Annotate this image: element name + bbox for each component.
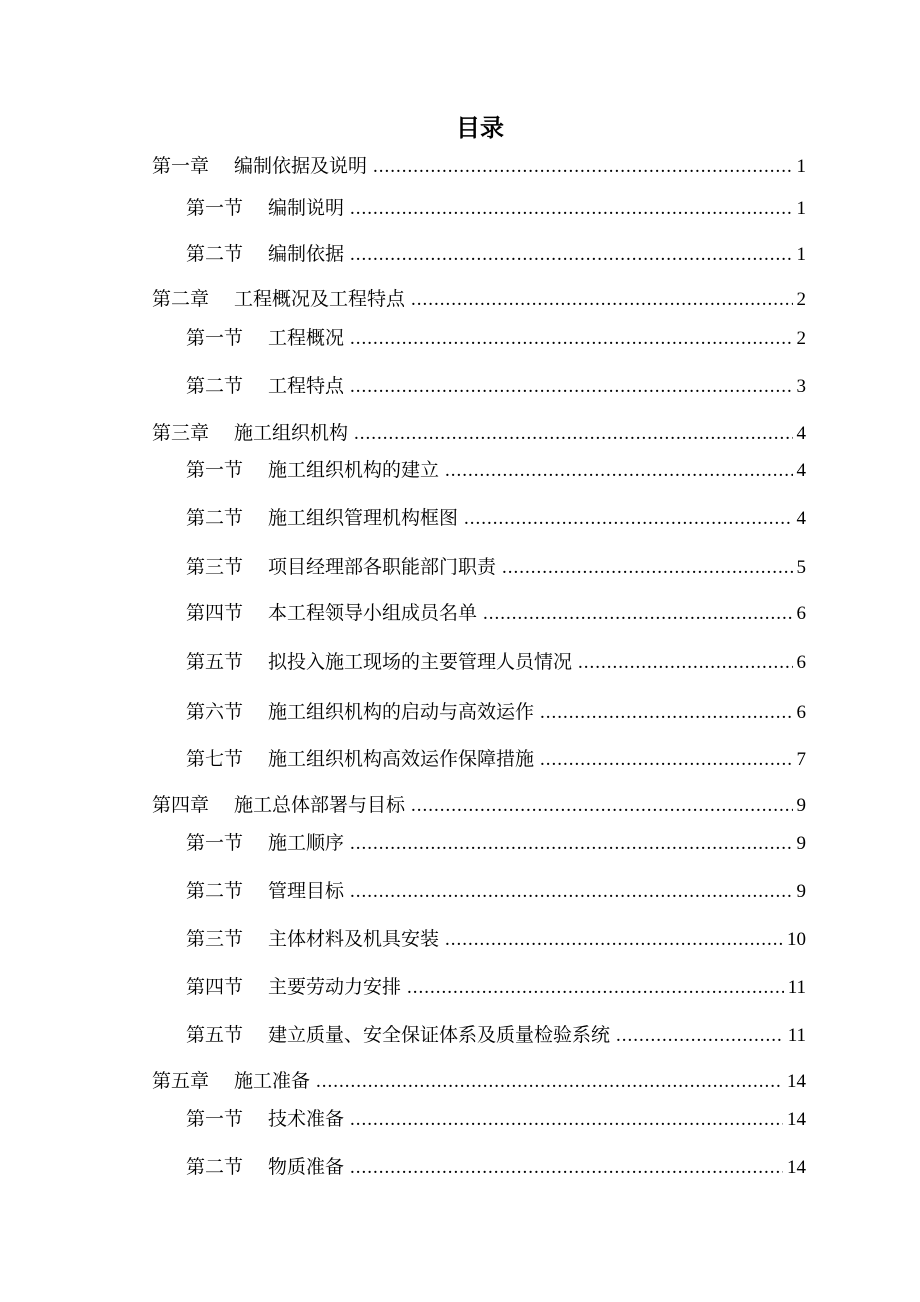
toc-section-entry[interactable]	[186, 457, 806, 484]
toc-dot-leader	[316, 1069, 783, 1095]
toc-chapter-entry[interactable]	[152, 286, 806, 313]
toc-entry-label: 第五节	[186, 651, 244, 673]
toc-entry-text: 施工组织机构的建立	[268, 459, 440, 481]
toc-entry-label: 第五章	[152, 1070, 210, 1092]
toc-dot-leader	[354, 421, 792, 447]
toc-entry-label: 第一章	[152, 155, 210, 177]
toc-section-entry[interactable]	[186, 974, 806, 1001]
toc-entry-label: 第二节	[186, 375, 244, 397]
toc-page-number: 2	[796, 328, 806, 349]
toc-page-number: 2	[796, 289, 806, 310]
toc-entry-label: 第六节	[186, 701, 244, 723]
toc-entry-label: 第五节	[186, 1024, 244, 1046]
toc-entry-label: 第四节	[186, 976, 244, 998]
toc-title: 目录	[456, 114, 504, 142]
toc-section-entry[interactable]	[186, 600, 806, 627]
toc-entry-text: 施工组织机构的启动与高效运作	[268, 701, 535, 723]
toc-entry-text: 施工准备	[234, 1070, 311, 1092]
toc-entry-label: 第二节	[186, 1156, 244, 1178]
toc-dot-leader	[483, 601, 792, 627]
toc-section-entry[interactable]	[186, 373, 806, 400]
toc-entry-label: 第一节	[186, 459, 244, 481]
toc-entry-text: 施工组织管理机构框图	[268, 507, 459, 529]
toc-entry-text: 技术准备	[268, 1108, 345, 1130]
toc-entry-text: 施工组织机构高效运作保障措施	[268, 748, 535, 770]
toc-entry-text: 施工总体部署与目标	[234, 794, 406, 816]
toc-dot-leader	[445, 927, 783, 953]
toc-dot-leader	[350, 242, 792, 268]
toc-dot-leader	[373, 154, 792, 180]
toc-entry-text: 管理目标	[268, 880, 345, 902]
toc-entry-label: 第一节	[186, 1108, 244, 1130]
toc-section-entry[interactable]	[186, 878, 806, 905]
toc-entry-label: 第四章	[152, 794, 210, 816]
toc-section-entry[interactable]	[186, 195, 806, 222]
toc-dot-leader	[540, 747, 792, 773]
toc-entry-label: 第三章	[152, 422, 210, 444]
toc-chapter-entry[interactable]	[152, 153, 806, 180]
toc-chapter-entry[interactable]	[152, 420, 806, 447]
toc-dot-leader	[350, 374, 792, 400]
toc-page-number: 3	[796, 376, 806, 397]
toc-dot-leader	[350, 326, 792, 352]
toc-page-number: 10	[787, 929, 806, 950]
toc-page-number: 4	[796, 460, 806, 481]
toc-entry-label: 第一节	[186, 327, 244, 349]
toc-dot-leader	[350, 1107, 783, 1133]
toc-page-number: 11	[787, 977, 806, 998]
toc-page-number: 1	[796, 244, 806, 265]
toc-page-number: 11	[787, 1025, 806, 1046]
toc-entry-text: 编制依据	[268, 243, 345, 265]
toc-chapter-entry[interactable]	[152, 1068, 806, 1095]
toc-page-number: 1	[796, 156, 806, 177]
toc-entry-text: 本工程领导小组成员名单	[268, 602, 478, 624]
toc-dot-leader	[616, 1023, 784, 1049]
toc-entry-label: 第一节	[186, 832, 244, 854]
toc-page-number: 9	[796, 833, 806, 854]
toc-entry-text: 物质准备	[268, 1156, 345, 1178]
toc-entry-label: 第二节	[186, 507, 244, 529]
toc-entry-text: 建立质量、安全保证体系及质量检验系统	[268, 1024, 611, 1046]
toc-section-entry[interactable]	[186, 926, 806, 953]
toc-page-number: 1	[796, 198, 806, 219]
toc-entry-text: 拟投入施工现场的主要管理人员情况	[268, 651, 573, 673]
toc-page-number: 14	[787, 1071, 806, 1092]
toc-entry-text: 项目经理部各职能部门职责	[268, 556, 497, 578]
toc-section-entry[interactable]	[186, 1106, 806, 1133]
toc-entry-label: 第一节	[186, 197, 244, 219]
toc-dot-leader	[350, 196, 792, 222]
toc-dot-leader	[411, 793, 792, 819]
toc-entry-label: 第二节	[186, 243, 244, 265]
toc-section-entry[interactable]	[186, 746, 806, 773]
toc-page-number: 4	[796, 423, 806, 444]
toc-page-number: 14	[787, 1109, 806, 1130]
toc-dot-leader	[350, 879, 792, 905]
toc-entry-text: 主体材料及机具安装	[268, 928, 440, 950]
toc-section-entry[interactable]	[186, 554, 806, 581]
toc-dot-leader	[411, 287, 792, 313]
toc-entry-label: 第三节	[186, 928, 244, 950]
toc-dot-leader	[502, 555, 792, 581]
toc-entry-label: 第七节	[186, 748, 244, 770]
toc-section-entry[interactable]	[186, 325, 806, 352]
toc-page-number: 14	[787, 1157, 806, 1178]
toc-section-entry[interactable]	[186, 505, 806, 532]
toc-entry-label: 第二章	[152, 288, 210, 310]
toc-page-number: 6	[796, 603, 806, 624]
toc-section-entry[interactable]	[186, 1022, 806, 1049]
toc-entry-text: 施工顺序	[268, 832, 345, 854]
toc-section-entry[interactable]	[186, 699, 806, 726]
toc-entry-text: 工程概况	[268, 327, 345, 349]
toc-dot-leader	[407, 975, 784, 1001]
toc-page-number: 6	[796, 652, 806, 673]
toc-page-number: 5	[796, 557, 806, 578]
toc-section-entry[interactable]	[186, 241, 806, 268]
toc-dot-leader	[445, 458, 792, 484]
toc-section-entry[interactable]	[186, 649, 806, 676]
toc-dot-leader	[350, 831, 792, 857]
toc-entry-text: 编制依据及说明	[234, 155, 368, 177]
toc-entry-label: 第四节	[186, 602, 244, 624]
toc-section-entry[interactable]	[186, 1154, 806, 1181]
toc-entry-text: 编制说明	[268, 197, 345, 219]
toc-page-number: 6	[796, 702, 806, 723]
toc-entry-text: 施工组织机构	[234, 422, 349, 444]
toc-chapter-entry[interactable]	[152, 792, 806, 819]
toc-entry-label: 第三节	[186, 556, 244, 578]
toc-entry-label: 第二节	[186, 880, 244, 902]
toc-section-entry[interactable]	[186, 830, 806, 857]
toc-dot-leader	[464, 506, 792, 532]
toc-dot-leader	[350, 1155, 783, 1181]
toc-entry-text: 工程特点	[268, 375, 345, 397]
toc-entry-text: 工程概况及工程特点	[234, 288, 406, 310]
toc-dot-leader	[540, 700, 792, 726]
toc-page-number: 7	[796, 749, 806, 770]
toc-dot-leader	[578, 650, 792, 676]
toc-page-number: 9	[796, 881, 806, 902]
toc-entry-text: 主要劳动力安排	[268, 976, 402, 998]
toc-page-number: 9	[796, 795, 806, 816]
toc-page-number: 4	[796, 508, 806, 529]
